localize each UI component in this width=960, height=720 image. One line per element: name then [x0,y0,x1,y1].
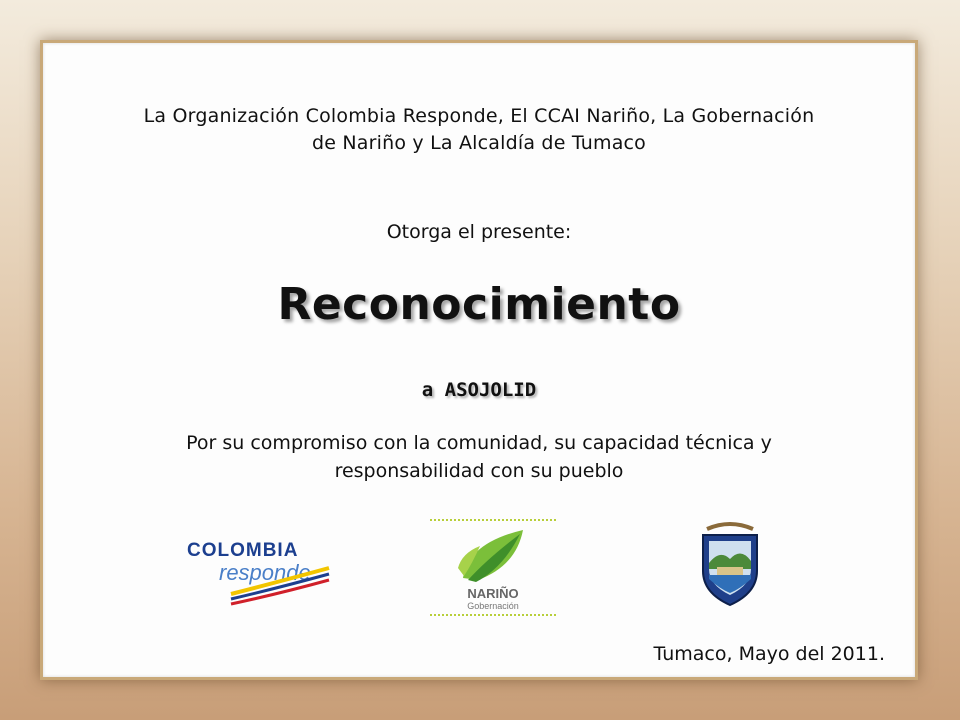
issuer-line-1: La Organización Colombia Responde, El CCAI Nariño, La Gobernación [143,105,815,127]
gobernacion-word: Gobernación [467,601,519,611]
recipient-name: a ASOJOLID [421,379,537,401]
issuer-header [43,103,915,157]
crest-ribbon [707,524,753,529]
place-and-date: Tumaco, Mayo del 2011. [653,643,885,665]
responde-word: responde [219,560,311,585]
tumaco-coat-of-arms-icon [695,519,765,609]
grant-text: Otorga el presente: [386,221,572,243]
issuer-line-2: de Nariño y La Alcaldía de Tumaco [311,132,647,154]
reason-line-2: responsabilidad con su pueblo [334,460,624,482]
recognition-reason [43,429,915,485]
shield-building [717,567,743,575]
narino-word: NARIÑO [467,586,519,601]
colombia-responde-logo-icon [183,538,333,613]
colombia-word: COLOMBIA [187,540,299,561]
certificate-title: Reconocimiento [277,279,681,330]
reason-line-1: Por su compromiso con la comunidad, su capacidad técnica y [186,432,772,454]
certificate-card [40,40,918,680]
narino-leaf-logo-icon [428,518,558,618]
